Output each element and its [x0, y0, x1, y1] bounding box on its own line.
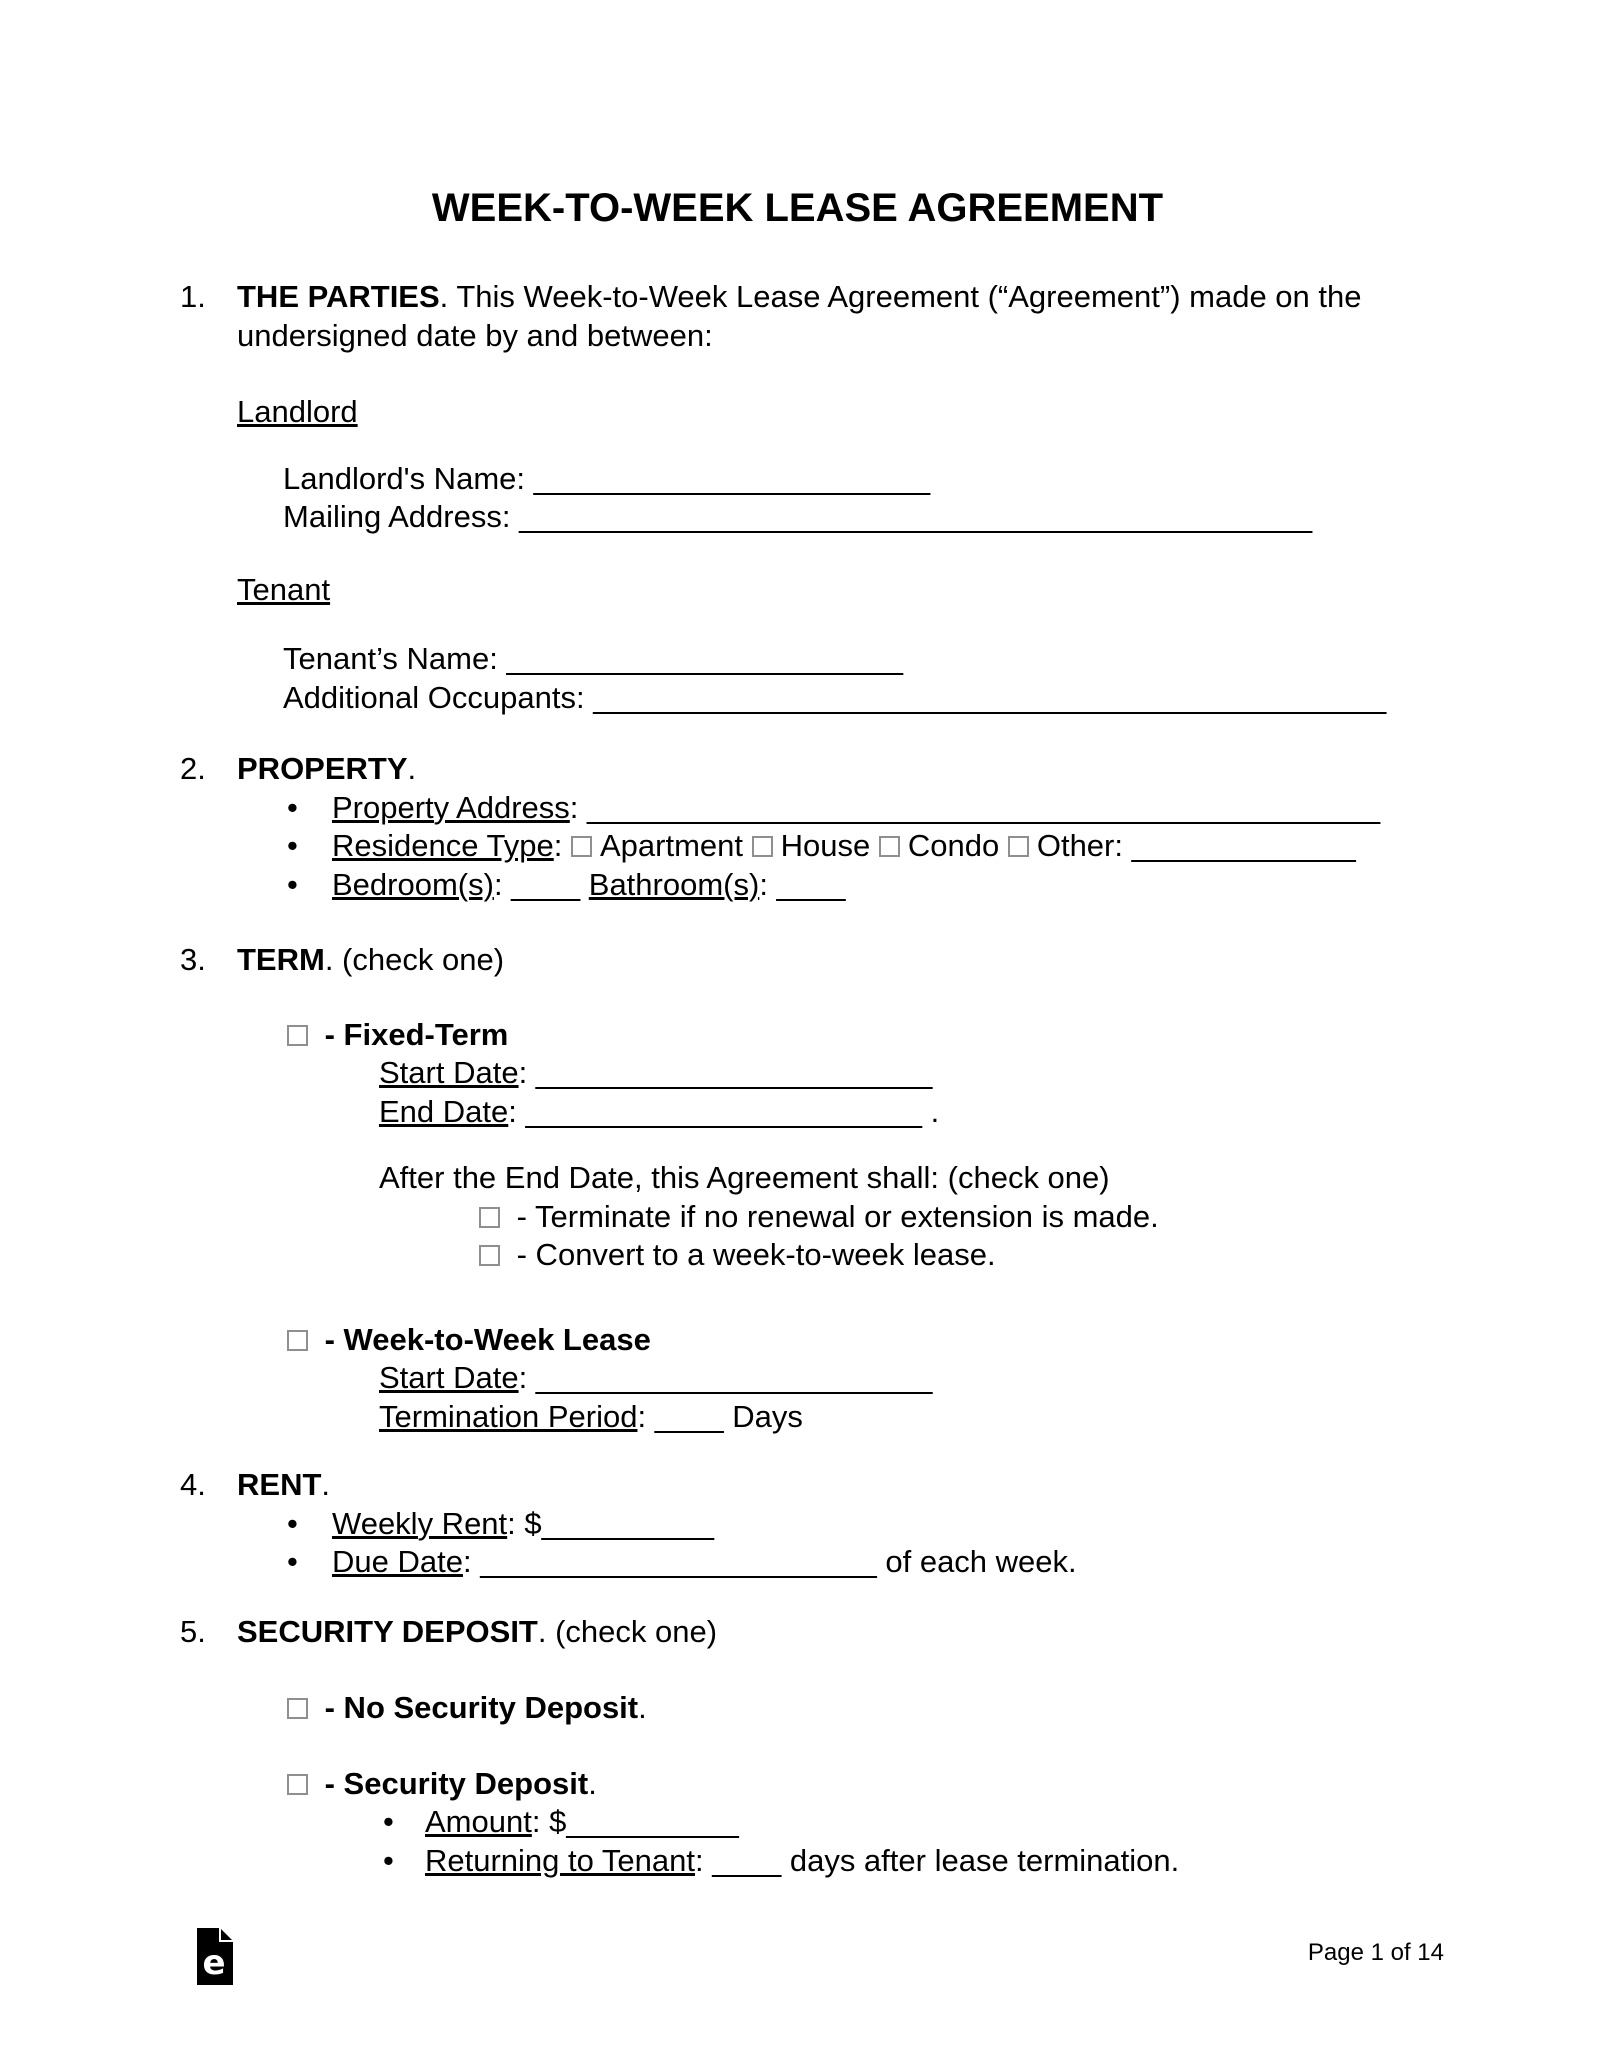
section-property-number: 2.: [180, 751, 206, 786]
no-security-deposit-period: .: [638, 1690, 647, 1725]
no-security-deposit-label: - No Security Deposit: [324, 1690, 639, 1725]
mailing-address-blank[interactable]: ______________________________________________: [519, 499, 1313, 534]
after-end-date-note: After the End Date, this Agreement shall: (check one): [379, 1160, 1110, 1195]
week-to-week-label: - Week-to-Week Lease: [324, 1321, 651, 1357]
deposit-amount-label: Amount: [425, 1804, 532, 1839]
tenant-heading-text: Tenant: [237, 571, 331, 607]
section-term-heading: [180, 941, 1415, 980]
due-date-blank[interactable]: _______________________: [480, 1544, 877, 1579]
residence-house-label: House: [780, 828, 871, 863]
mailing-address-line: [283, 498, 1415, 537]
fixed-end-date-label: End Date: [379, 1093, 509, 1129]
section-parties-title: THE PARTIES: [237, 279, 440, 314]
weekly-rent-label: Weekly Rent: [332, 1505, 508, 1541]
residence-type-line: [180, 827, 1415, 866]
terminate-option-label: - Terminate if no renewal or extension is made.: [516, 1198, 1159, 1234]
section-deposit-title: SECURITY DEPOSIT: [237, 1613, 538, 1649]
bullet-icon: •: [287, 1544, 298, 1579]
fixed-term-option-line: [287, 1016, 1415, 1055]
tenant-name-line: [283, 640, 1415, 679]
w2w-start-date-blank[interactable]: _______________________: [535, 1360, 933, 1395]
section-term-number: 3.: [180, 942, 206, 977]
fixed-term-label: - Fixed-Term: [324, 1016, 509, 1052]
section-property-title: PROPERTY: [237, 751, 408, 786]
section-rent-title: RENT: [237, 1467, 322, 1502]
weekly-rent-currency: : $: [507, 1505, 542, 1541]
fixed-start-date-colon: :: [518, 1055, 536, 1090]
bullet-icon: •: [383, 1842, 394, 1878]
due-date-tail: of each week.: [876, 1544, 1077, 1579]
page-title: WEEK-TO-WEEK LEASE AGREEMENT: [431, 186, 1164, 230]
security-deposit-checkbox[interactable]: [287, 1774, 308, 1795]
fixed-end-date-colon: :: [508, 1093, 526, 1129]
convert-option-line: [479, 1236, 1415, 1275]
weekly-rent-line: [180, 1505, 1415, 1544]
fixed-end-date-line: [379, 1093, 1415, 1132]
residence-apartment-label: Apartment: [599, 828, 743, 863]
bathrooms-label: Bathroom(s): [588, 866, 760, 902]
bullet-icon: •: [287, 789, 298, 825]
returning-to-tenant-label: Returning to Tenant: [425, 1842, 696, 1878]
bedrooms-blank[interactable]: ____: [511, 866, 581, 902]
additional-occupants-label: Additional Occupants:: [283, 679, 585, 715]
landlord-name-blank[interactable]: _______________________: [533, 460, 931, 496]
additional-occupants-line: [283, 679, 1415, 718]
tenant-name-blank[interactable]: _______________________: [506, 641, 903, 676]
security-deposit-line: [287, 1765, 1415, 1804]
bullet-icon: •: [287, 866, 298, 902]
rooms-line: [180, 866, 1415, 905]
termination-period-colon: :: [637, 1398, 655, 1434]
landlord-heading: [237, 393, 1415, 432]
fixed-start-date-line: [379, 1054, 1415, 1093]
bathrooms-colon: :: [759, 866, 777, 902]
section-deposit-number: 5.: [180, 1613, 206, 1649]
residence-other-label: Other:: [1036, 828, 1123, 863]
section-parties-intro: . This Week-to-Week Lease Agreement (“Agreement”) made on the undersigned date by and between:: [237, 279, 1362, 353]
weekly-rent-blank[interactable]: __________: [541, 1505, 715, 1541]
property-address-blank[interactable]: ______________________________________________: [587, 789, 1381, 825]
due-date-label: Due Date: [332, 1544, 463, 1579]
section-term-note: . (check one): [324, 942, 505, 977]
page-number-label: Page 1 of 14: [1307, 1939, 1444, 1966]
week-to-week-option-line: [287, 1321, 1415, 1360]
returning-to-tenant-colon: :: [695, 1842, 713, 1878]
deposit-amount-line: [180, 1803, 1415, 1842]
bathrooms-blank[interactable]: ____: [776, 866, 846, 902]
mailing-address-label: Mailing Address:: [283, 499, 511, 534]
terminate-option-line: [479, 1198, 1415, 1237]
deposit-amount-blank[interactable]: __________: [566, 1804, 739, 1839]
section-parties-number: 1.: [180, 279, 206, 314]
tenant-name-label: Tenant’s Name:: [283, 641, 498, 676]
no-security-deposit-line: [287, 1689, 1415, 1728]
residence-other-blank[interactable]: _____________: [1131, 828, 1356, 863]
landlord-heading-text: Landlord: [237, 394, 358, 429]
section-parties-heading: [180, 278, 1415, 355]
w2w-start-date-label: Start Date: [379, 1360, 519, 1395]
bedrooms-label: Bedroom(s): [332, 866, 494, 902]
section-rent-number: 4.: [180, 1467, 206, 1502]
termination-period-blank[interactable]: ____: [654, 1398, 724, 1434]
section-rent-period: .: [321, 1467, 331, 1502]
deposit-amount-currency: : $: [531, 1804, 567, 1839]
landlord-name-label: Landlord's Name:: [283, 460, 525, 496]
residence-condo-checkbox[interactable]: [879, 836, 900, 857]
residence-type-colon: :: [553, 828, 571, 863]
additional-occupants-blank[interactable]: ______________________________________________: [593, 679, 1387, 715]
no-security-deposit-checkbox[interactable]: [287, 1698, 308, 1719]
residence-house-checkbox[interactable]: [752, 836, 773, 857]
convert-checkbox[interactable]: [479, 1245, 500, 1266]
residence-other-checkbox[interactable]: [1008, 836, 1029, 857]
due-date-colon: :: [462, 1544, 481, 1579]
section-term-title: TERM: [237, 942, 325, 977]
logo-letter: e: [202, 1943, 226, 1983]
property-address-colon: :: [569, 789, 588, 825]
residence-condo-label: Condo: [907, 828, 1000, 863]
section-deposit-heading: [180, 1613, 1415, 1652]
returning-to-tenant-blank[interactable]: ____: [712, 1842, 782, 1878]
due-date-line: [180, 1543, 1415, 1582]
property-address-label: Property Address: [332, 789, 570, 825]
termination-period-label: Termination Period: [379, 1398, 638, 1434]
fixed-end-date-blank[interactable]: _______________________: [525, 1093, 923, 1129]
convert-option-label: - Convert to a week-to-week lease.: [516, 1237, 996, 1272]
termination-period-days: Days: [723, 1398, 803, 1434]
tenant-heading: [237, 571, 1415, 610]
section-property-heading: [180, 750, 1415, 789]
residence-apartment-checkbox[interactable]: [571, 836, 592, 857]
returning-to-tenant-line: [180, 1842, 1415, 1881]
section-rent-heading: [180, 1466, 1415, 1505]
w2w-start-date-colon: :: [518, 1360, 536, 1395]
terminate-checkbox[interactable]: [479, 1207, 500, 1228]
bullet-icon: •: [383, 1804, 394, 1839]
eforms-logo-icon: [197, 1928, 233, 1995]
week-to-week-checkbox[interactable]: [287, 1330, 308, 1351]
security-deposit-period: .: [588, 1765, 597, 1801]
w2w-start-date-line: [379, 1359, 1415, 1398]
bullet-icon: •: [287, 828, 298, 863]
residence-type-label: Residence Type: [332, 828, 554, 863]
bullet-icon: •: [287, 1505, 298, 1541]
returning-to-tenant-tail: days after lease termination.: [781, 1842, 1180, 1878]
section-deposit-note: . (check one): [537, 1613, 718, 1649]
security-deposit-label: - Security Deposit: [324, 1765, 589, 1801]
fixed-end-date-period: .: [930, 1093, 940, 1129]
fixed-start-date-blank[interactable]: _______________________: [535, 1055, 933, 1090]
landlord-name-line: [283, 460, 1415, 499]
fixed-start-date-label: Start Date: [379, 1055, 519, 1090]
termination-period-line: [379, 1398, 1415, 1437]
bedrooms-colon: :: [493, 866, 512, 902]
section-property-period: .: [407, 751, 417, 786]
fixed-term-checkbox[interactable]: [287, 1025, 308, 1046]
property-address-line: [180, 789, 1415, 828]
